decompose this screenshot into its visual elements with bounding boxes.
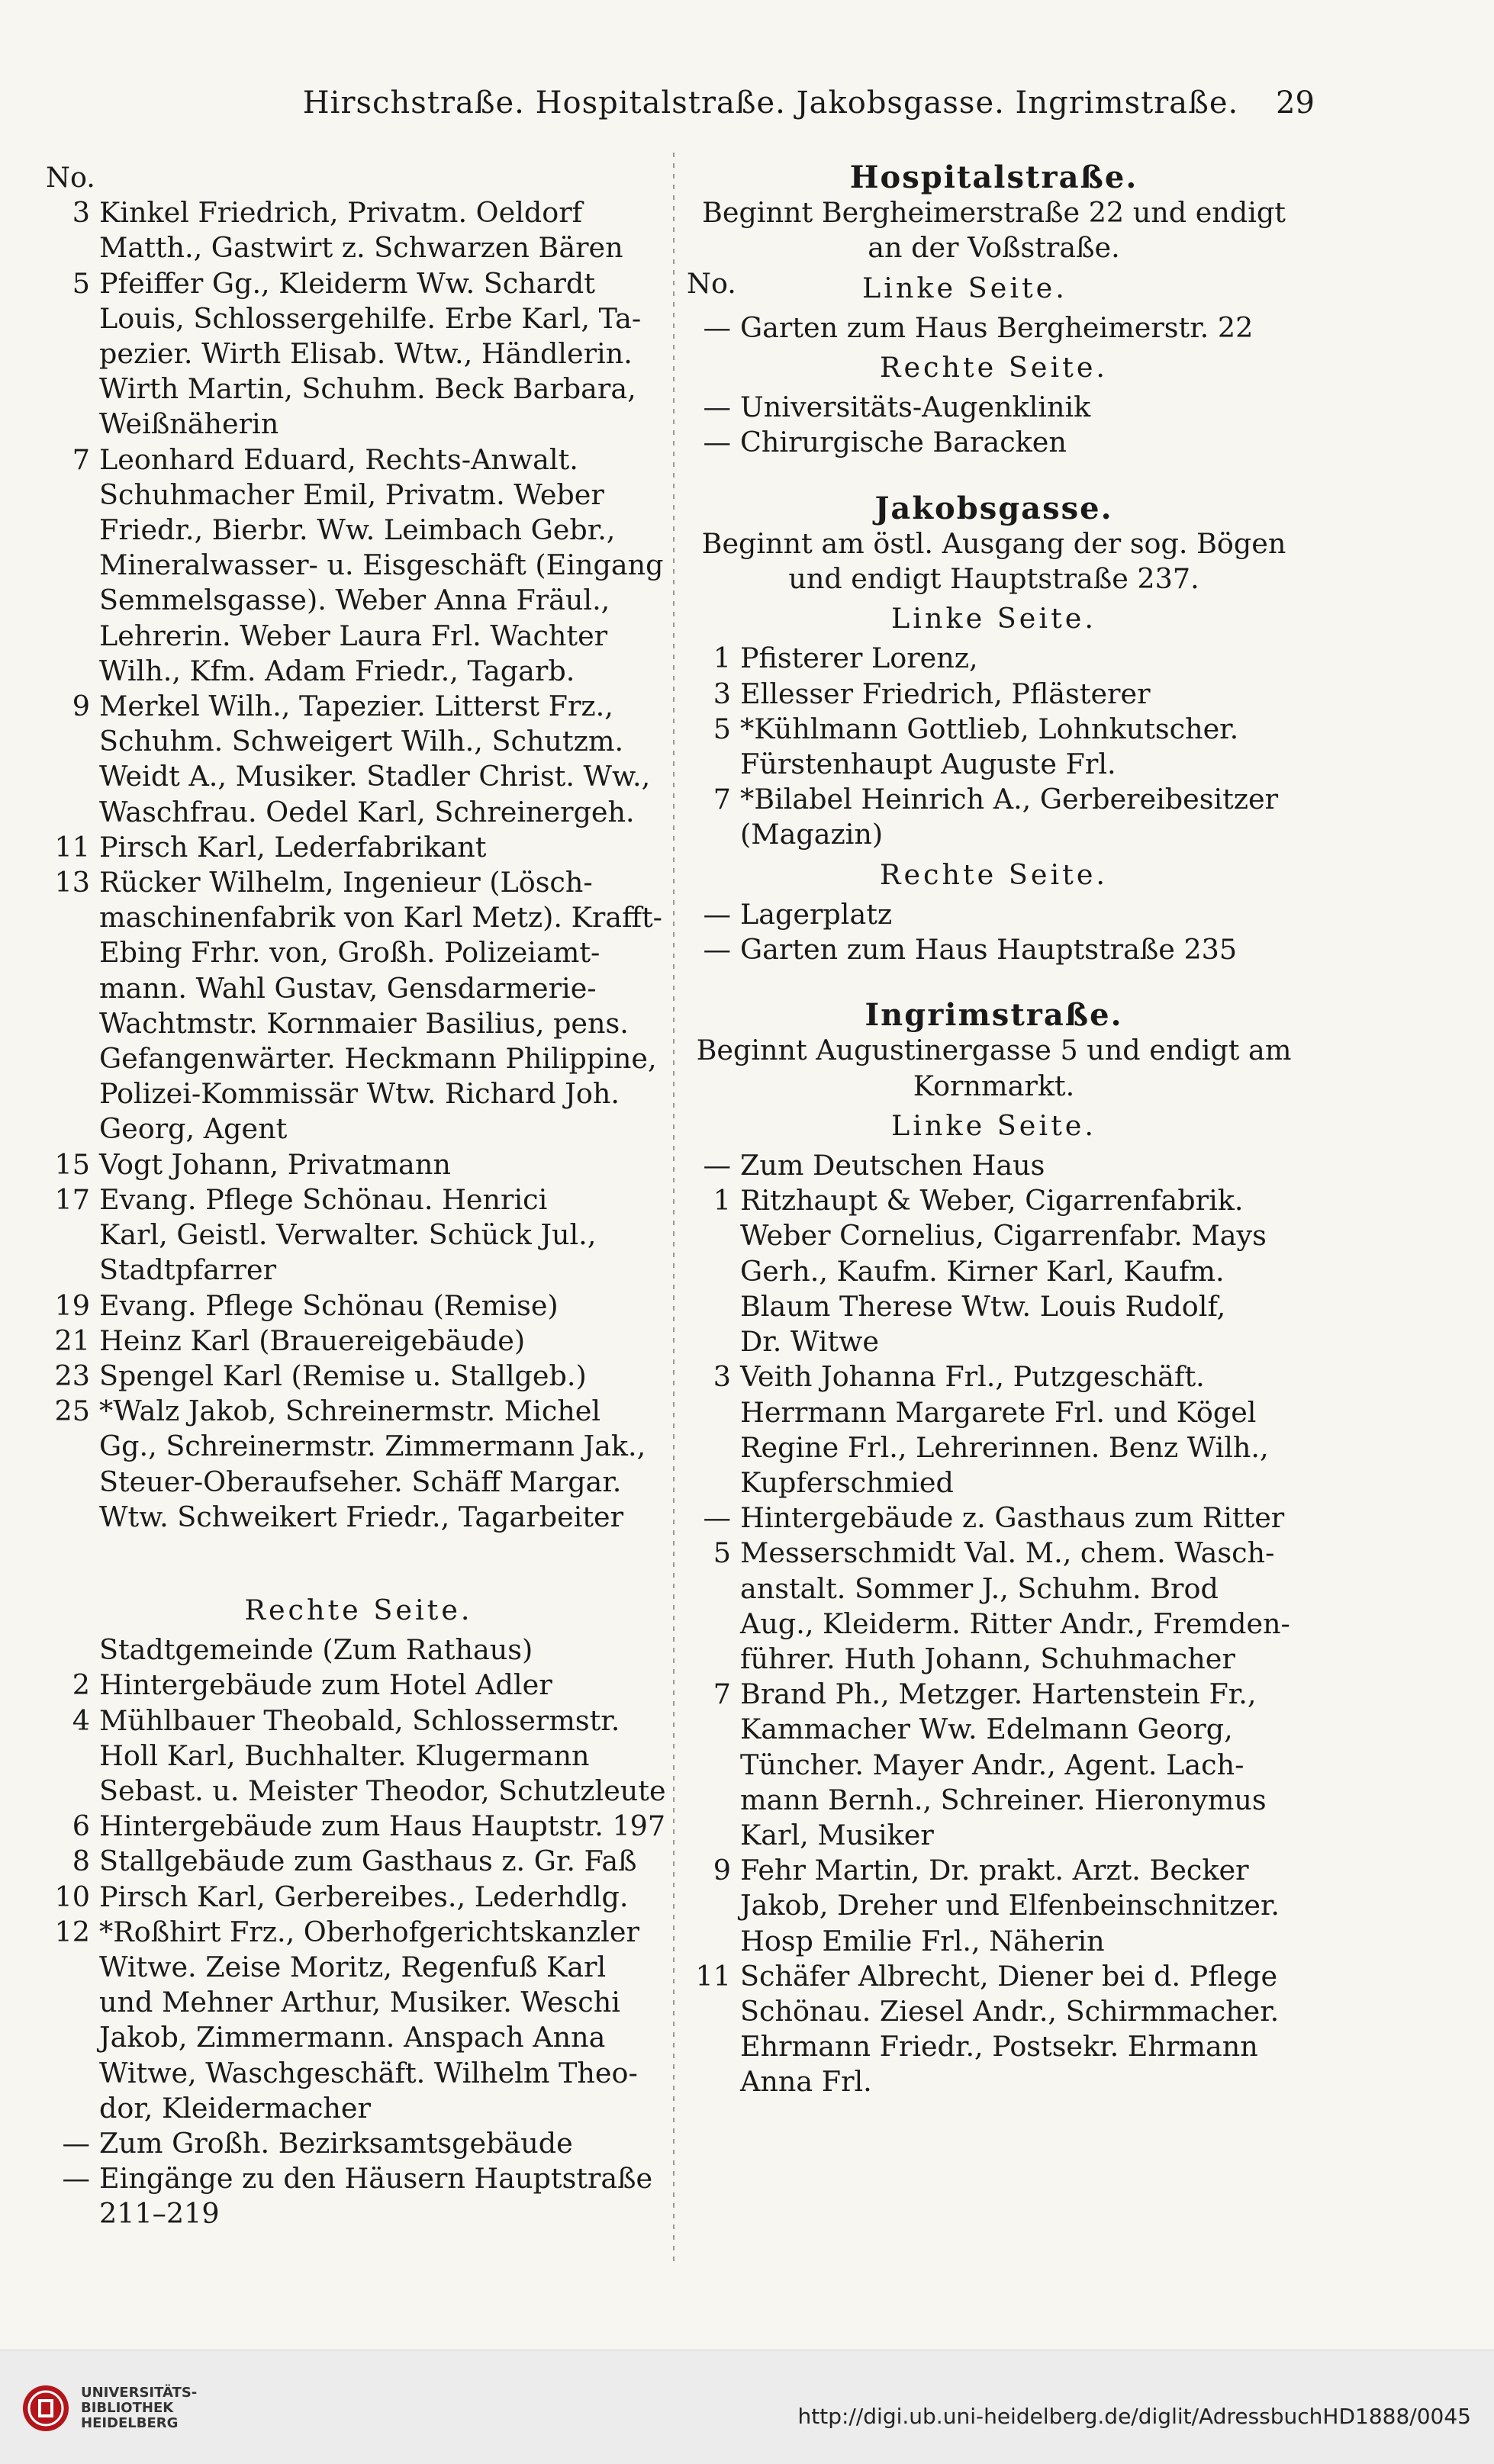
entry-text: Brand Ph., Metzger. Hartenstein Fr., Kammacher Ww. Edelmann Georg, Tüncher. Mayer Andr., Agent. Lach- mann Bernh., Schreiner. Hieronymus Karl, Musiker [740, 1678, 1267, 1851]
entry-text: Merkel Wilh., Tapezier. Litterst Frz., Schuhm. Schweigert Wilh., Schutzm. Weidt A., Musiker. Stadler Christ. Ww., Waschfrau. Oedel Karl, Schreinergeh. [99, 690, 651, 828]
house-number: 1 [713, 642, 731, 675]
entry-text: Evang. Pflege Schönau (Remise) [99, 1288, 559, 1322]
house-number: 3 [713, 677, 731, 710]
directory-entry [46, 442, 671, 689]
entry-text: Hintergebäude zum Hotel Adler [99, 1668, 552, 1702]
entry-text: Veith Johanna Frl., Putzgeschäft. Herrmann Margarete Frl. und Kögel Regine Frl., Lehrerinnen. Benz Wilh., Kupferschmied [740, 1360, 1269, 1499]
entry-text: Chirurgische Baracken [740, 426, 1067, 459]
right-column [687, 160, 1301, 2100]
entry-text: Stallgebäude zum Gasthaus z. Gr. Faß [99, 1845, 637, 1878]
page-number: 29 [1276, 85, 1315, 121]
section-title-ingrimstrasse: Ingrimstraße. [865, 997, 1123, 1034]
house-number: — [703, 391, 731, 424]
house-number: 8 [72, 1845, 90, 1878]
ingrim-left-entries [687, 1148, 1301, 2099]
section-title-hospitalstrasse: Hospitalstraße. [849, 159, 1138, 195]
side-title-hospital-rechte: Rechte Seite. [879, 351, 1109, 384]
entry-text: *Roßhirt Frz., Oberhofgerichtskanzler Witwe. Zeise Moritz, Regenfuß Karl und Mehner Arthur, Musiker. Weschi Jakob, Zimmermann. Anspach Anna Witwe, Waschgeschäft. Wilhelm Theo- dor, Kleidermacher [99, 1915, 639, 2125]
directory-entry [46, 1703, 671, 1809]
entry-text: Stadtgemeinde (Zum Rathaus) [99, 1633, 533, 1667]
directory-entry [687, 425, 1301, 460]
entry-text: Lagerplatz [740, 897, 893, 931]
hospital-right-entries [687, 390, 1301, 460]
entry-text: Ellesser Friedrich, Pflästerer [740, 677, 1151, 710]
entry-text: Ritzhaupt & Weber, Cigarrenfabrik. Weber Cornelius, Cigarrenfabr. Mays Gerh., Kaufm. Kirner Karl, Kaufm. Blaum Therese Wtw. Louis Rudolf, Dr. Witwe [740, 1184, 1267, 1359]
house-number: 7 [713, 1678, 731, 1711]
entry-text: Rücker Wilhelm, Ingenieur (Lösch- maschinenfabrik von Karl Metz). Krafft- Ebing Frhr. von, Großh. Polizeiamt- mann. Wahl Gustav, Gensdarmerie- Wachtmstr. Kornmaier Basilius, pens. Gefangenwärter. Heckmann Philippine, Polizei-Kommissär Wtw. Richard Joh. Georg, Agent [99, 866, 663, 1146]
directory-entry [46, 1182, 671, 1288]
house-number: 9 [713, 1854, 731, 1887]
entry-text: Zum Deutschen Haus [740, 1149, 1045, 1182]
entry-text: *Walz Jakob, Schreinermstr. Michel Gg., Schreinermstr. Zimmermann Jak., Steuer-Oberaufseher. Schäff Margar. Wtw. Schweikert Friedr., Tagarbeiter [99, 1394, 646, 1533]
directory-entry [687, 1359, 1301, 1501]
directory-entry [687, 1853, 1301, 1959]
house-number: — [703, 310, 731, 344]
house-number: — [703, 426, 731, 459]
entry-text: Pfisterer Lorenz, [740, 642, 978, 675]
section-begin-ingrimstrasse: Beginnt Augustinergasse 5 und endigt am Kornmarkt. [696, 1034, 1292, 1102]
directory-entry [687, 1536, 1301, 1677]
library-name-line: HEIDELBERG [81, 2415, 179, 2431]
directory-entry [46, 1668, 671, 1703]
directory-entry [687, 390, 1301, 425]
house-number: — [62, 2126, 90, 2160]
directory-entry [46, 1915, 671, 2126]
section-begin-jakobsgasse: Beginnt am östl. Ausgang der sog. Bögen und endigt Hauptstraße 237. [701, 526, 1286, 596]
section-begin-hospitalstrasse: Beginnt Bergheimerstraße 22 und endigt an der Voßstraße. [702, 196, 1286, 265]
house-number: 13 [54, 866, 90, 899]
section-title-jakobsgasse: Jakobsgasse. [874, 490, 1113, 526]
entry-text: Hintergebäude zum Haus Hauptstr. 197 [99, 1809, 666, 1843]
house-number: 19 [54, 1288, 90, 1322]
house-number: 25 [54, 1394, 90, 1428]
directory-entry [46, 1147, 671, 1182]
directory-entry [687, 712, 1301, 782]
entry-text: Leonhard Eduard, Rechts-Anwalt. Schuhmacher Emil, Privatm. Weber Friedr., Bierbr. Ww. Leimbach Gebr., Mineralwasser- u. Eisgeschäft (Eingang Semmelsgasse). Weber Anna Fräul., Lehrerin. Weber Laura Frl. Wachter Wilh., Kfm. Adam Friedr., Tagarb. [99, 442, 664, 687]
directory-entry [687, 677, 1301, 712]
directory-entry [46, 1288, 671, 1324]
house-number: 10 [54, 1880, 90, 1913]
no-label-right: No. [687, 266, 736, 300]
entry-text: Vogt Johann, Privatmann [99, 1147, 451, 1181]
entry-text: Garten zum Haus Bergheimerstr. 22 [740, 310, 1254, 344]
entry-text: Pirsch Karl, Gerbereibes., Lederhdlg. [99, 1880, 629, 1913]
column-divider [673, 153, 675, 2266]
house-number: 3 [72, 196, 90, 230]
side-title-jakob-linke: Linke Seite. [891, 602, 1096, 635]
house-number: 1 [713, 1184, 731, 1218]
directory-entry [46, 1359, 671, 1394]
directory-entry [687, 1148, 1301, 1183]
side-title-hospital-linke: Linke Seite. [862, 271, 1067, 304]
house-number: 3 [713, 1360, 731, 1394]
entry-text: Kinkel Friedrich, Privatm. Oeldorf Matth., Gastwirt z. Schwarzen Bären [99, 196, 623, 265]
directory-entry [687, 1677, 1301, 1853]
left-entries-list [46, 195, 671, 1535]
directory-entry [46, 1809, 671, 1844]
jakob-left-entries [687, 641, 1301, 852]
page-header: Hirschstraße. Hospitalstraße. Jakobsgasse. Ingrimstraße. [302, 85, 1239, 121]
directory-entry [687, 1501, 1301, 1536]
directory-entry [687, 782, 1301, 852]
house-number: 5 [713, 1536, 731, 1570]
house-number: 5 [72, 266, 90, 300]
left-right-entries-list [46, 1632, 671, 2231]
entry-text: Heinz Karl (Brauereigebäude) [99, 1324, 526, 1357]
entry-text: Messerschmidt Val. M., chem. Wasch- anstalt. Sommer J., Schuhm. Brod Aug., Kleiderm. Ritter Andr., Fremden- führer. Huth Johann, Schuhmacher [740, 1536, 1290, 1675]
directory-entry [687, 932, 1301, 967]
directory-entry [687, 1959, 1301, 2100]
library-name-line: UNIVERSITÄTS- [81, 2385, 198, 2401]
entry-text: Zum Großh. Bezirksamtsgebäude [99, 2126, 573, 2160]
house-number: — [703, 1501, 731, 1535]
directory-entry [46, 1844, 671, 1879]
entry-text: Universitäts-Augenklinik [740, 391, 1091, 424]
library-name-line: BIBLIOTHEK [81, 2400, 174, 2416]
entry-text: *Bilabel Heinrich A., Gerbereibesitzer (Magazin) [740, 783, 1279, 851]
house-number: 12 [54, 1915, 90, 1948]
library-name [81, 2385, 197, 2431]
no-label: No. [46, 161, 95, 194]
house-number: — [62, 2162, 90, 2195]
directory-entry [687, 1183, 1301, 1359]
entry-text: Pirsch Karl, Lederfabrikant [99, 830, 487, 864]
house-number: 9 [72, 690, 90, 723]
side-title-ingrim-linke: Linke Seite. [891, 1108, 1096, 1142]
entry-text: Schäfer Albrecht, Diener bei d. Pflege Schönau. Ziesel Andr., Schirmmacher. Ehrmann Friedr., Postsekr. Ehrmann Anna Frl. [740, 1959, 1280, 2099]
house-number: 15 [54, 1147, 90, 1181]
house-number: 11 [54, 830, 90, 864]
side-title-rechte: Rechte Seite. [244, 1593, 473, 1626]
viewer-footer [0, 2350, 1494, 2464]
house-number: — [703, 1149, 731, 1182]
directory-entry [46, 865, 671, 1147]
directory-entry [687, 897, 1301, 932]
house-number: 23 [54, 1359, 90, 1392]
directory-entry [46, 2161, 671, 2231]
house-number: 21 [54, 1324, 90, 1357]
directory-entry [46, 1880, 671, 1915]
house-number: 6 [72, 1809, 90, 1843]
entry-text: Mühlbauer Theobald, Schlossermstr. Holl Karl, Buchhalter. Klugermann Sebast. u. Meister Theodor, Schutzleute [99, 1703, 666, 1807]
directory-entry [46, 2126, 671, 2161]
entry-text: Evang. Pflege Schönau. Henrici Karl, Geistl. Verwalter. Schück Jul., Stadtpfarrer [99, 1182, 597, 1287]
entry-text: Spengel Karl (Remise u. Stallgeb.) [99, 1359, 587, 1392]
hospital-left-entries [687, 310, 1301, 346]
directory-entry [46, 1632, 671, 1668]
entry-text: Pfeiffer Gg., Kleiderm Ww. Schardt Louis, Schlossergehilfe. Erbe Karl, Ta- pezier. Wirth Elisab. Wtw., Händlerin. Wirth Martin, Schuhm. Beck Barbara, Weißnäherin [99, 266, 642, 441]
house-number: 5 [713, 712, 731, 745]
entry-text: Eingänge zu den Häusern Hauptstraße 211–219 [99, 2162, 653, 2231]
directory-entry [687, 641, 1301, 676]
library-logo[interactable] [21, 2384, 197, 2433]
directory-entry [687, 310, 1301, 346]
entry-text: Fehr Martin, Dr. prakt. Arzt. Becker Jakob, Dreher und Elfenbeinschnitzer. Hosp Emilie Frl., Näherin [740, 1854, 1280, 1957]
directory-entry [46, 266, 671, 442]
entry-text: Hintergebäude z. Gasthaus zum Ritter [740, 1501, 1285, 1535]
left-column [46, 160, 671, 2232]
directory-entry [46, 689, 671, 830]
house-number: 11 [695, 1959, 731, 1993]
entry-text: *Kühlmann Gottlieb, Lohnkutscher. Fürstenhaupt Auguste Frl. [740, 712, 1239, 781]
house-number: — [703, 897, 731, 931]
library-seal-icon [21, 2384, 70, 2433]
house-number [46, 1632, 99, 1668]
directory-entry [46, 195, 671, 265]
house-number: 2 [72, 1668, 90, 1702]
house-number: 7 [713, 783, 731, 816]
directory-entry [46, 830, 671, 865]
source-url[interactable]: http://digi.ub.uni-heidelberg.de/diglit/AdressbuchHD1888/0045 [797, 2404, 1471, 2429]
side-title-jakob-rechte: Rechte Seite. [879, 857, 1109, 891]
directory-entry [46, 1324, 671, 1359]
house-number: 4 [72, 1703, 90, 1737]
house-number: — [703, 933, 731, 967]
jakob-right-entries [687, 897, 1301, 967]
entry-text: Garten zum Haus Hauptstraße 235 [740, 933, 1238, 967]
directory-entry [46, 1394, 671, 1535]
house-number: 7 [72, 442, 90, 476]
house-number: 17 [54, 1182, 90, 1216]
